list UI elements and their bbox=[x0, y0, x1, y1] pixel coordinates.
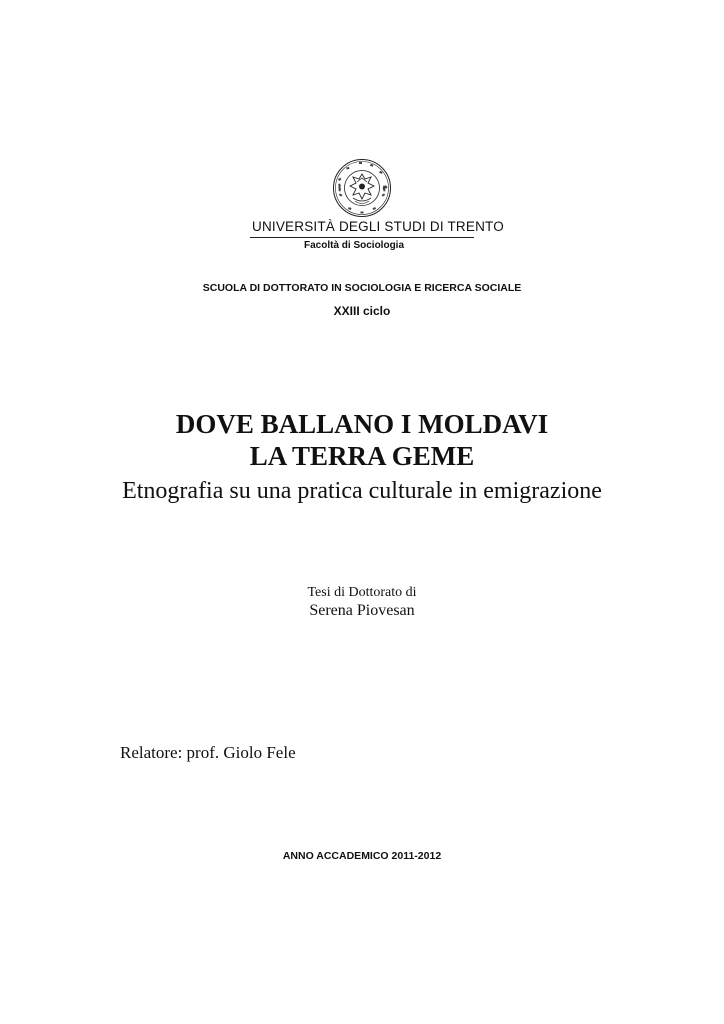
thesis-label: Tesi di Dottorato di bbox=[307, 585, 417, 600]
thesis-title-line-1: DOVE BALLANO I MOLDAVI bbox=[175, 409, 549, 439]
university-seal-icon bbox=[332, 158, 392, 218]
thesis-subtitle: Etnografia su una pratica culturale in emigrazione bbox=[122, 478, 602, 504]
academic-year: ANNO ACCADEMICO 2011-2012 bbox=[282, 850, 442, 862]
university-name: UNIVERSITÀ DEGLI STUDI DI TRENTO bbox=[252, 219, 504, 234]
author-name: Serena Piovesan bbox=[309, 602, 415, 619]
header-divider bbox=[250, 237, 474, 238]
doctoral-cycle: XXIII ciclo bbox=[333, 304, 391, 318]
supervisor: Relatore: prof. Giolo Fele bbox=[120, 743, 296, 762]
faculty-name: Facoltà di Sociologia bbox=[304, 240, 405, 251]
thesis-title-line-2: LA TERRA GEME bbox=[249, 441, 475, 471]
doctoral-school: SCUOLA DI DOTTORATO IN SOCIOLOGIA E RICERCA SOCIALE bbox=[202, 282, 522, 294]
